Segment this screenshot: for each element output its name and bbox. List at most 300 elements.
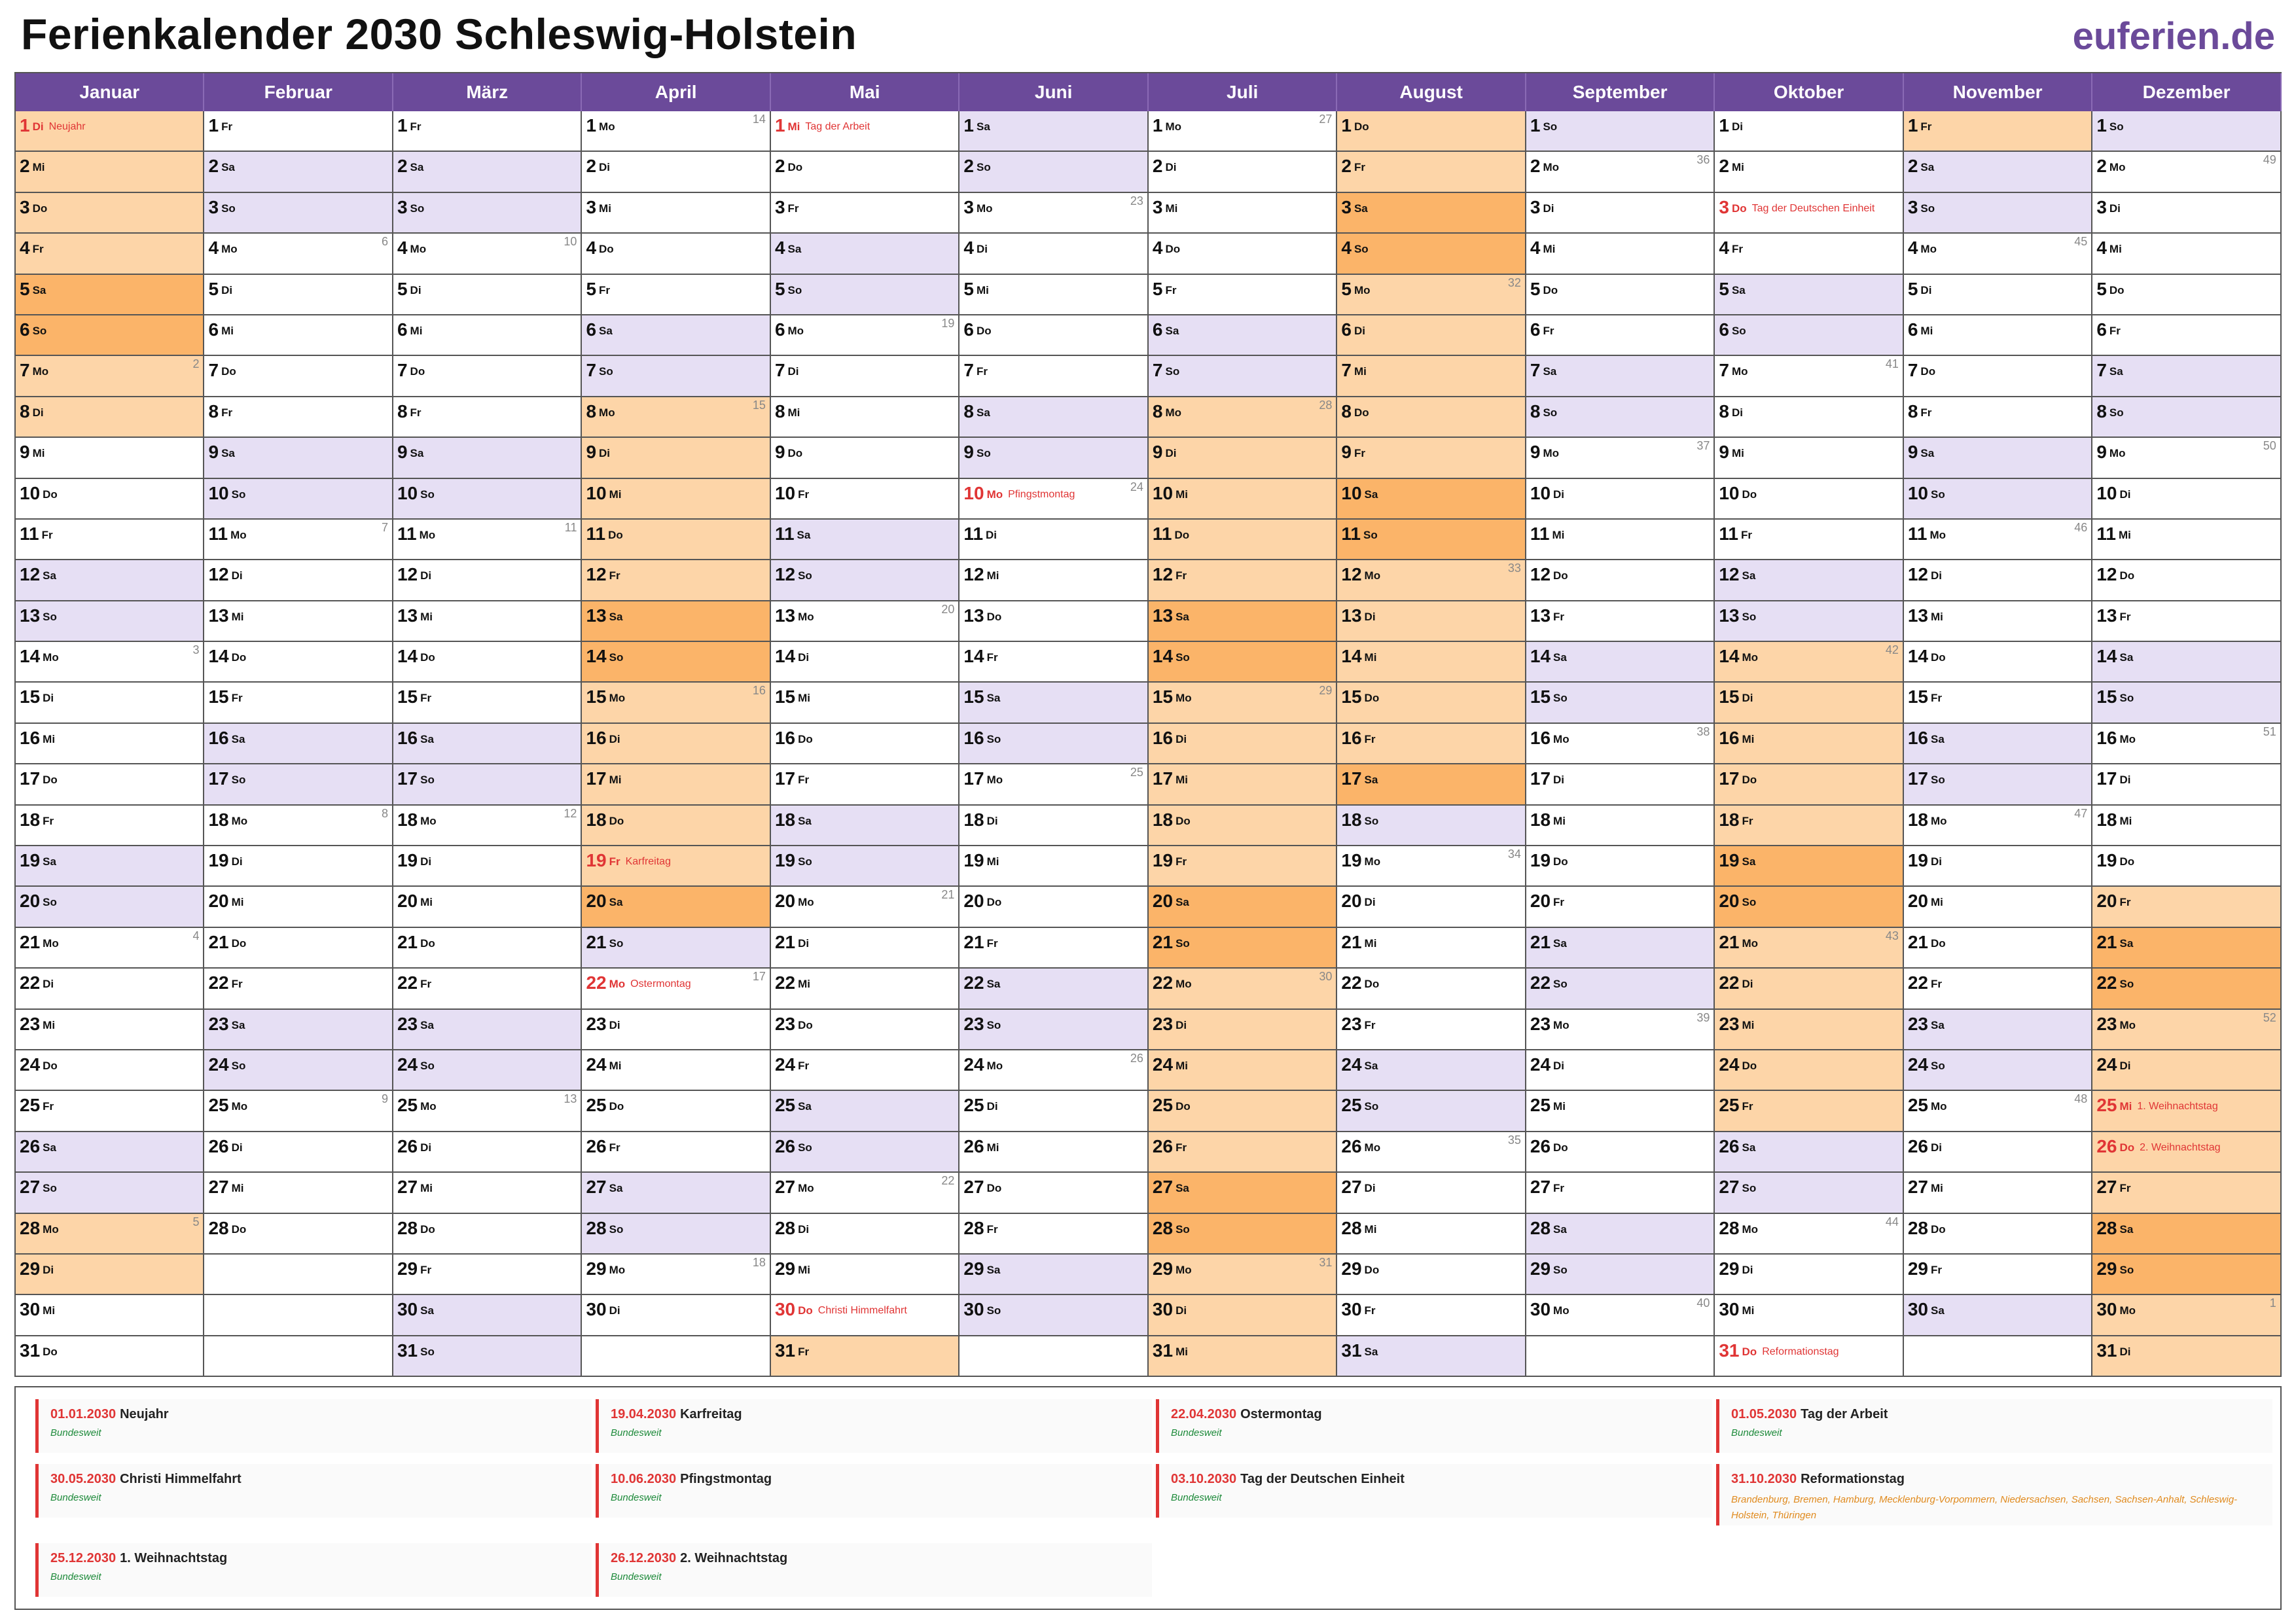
day-cell[interactable] <box>1337 193 1524 234</box>
day-cell[interactable] <box>1526 193 1713 234</box>
day-cell[interactable] <box>204 683 391 723</box>
day-cell[interactable] <box>1337 928 1524 969</box>
day-cell[interactable] <box>1904 152 2091 192</box>
day-cell[interactable] <box>393 1050 581 1091</box>
day-cell[interactable] <box>771 315 958 356</box>
day-cell[interactable] <box>16 1295 203 1336</box>
day-cell[interactable] <box>16 724 203 764</box>
day-cell[interactable] <box>1337 601 1524 642</box>
day-cell[interactable] <box>960 806 1147 846</box>
day-cell[interactable] <box>1904 887 2091 927</box>
day-cell[interactable] <box>204 1214 391 1255</box>
day-cell[interactable] <box>16 846 203 887</box>
day-cell[interactable] <box>1149 111 1336 152</box>
day-cell[interactable] <box>1337 438 1524 478</box>
day-cell[interactable] <box>393 479 581 520</box>
day-cell[interactable] <box>1904 1173 2091 1213</box>
day-cell[interactable] <box>16 560 203 601</box>
day-cell[interactable] <box>1337 1050 1524 1091</box>
day-cell[interactable] <box>393 111 581 152</box>
day-cell[interactable] <box>393 397 581 438</box>
day-cell[interactable] <box>1526 764 1713 805</box>
day-cell[interactable] <box>16 1010 203 1050</box>
day-cell[interactable] <box>2092 397 2280 438</box>
day-cell[interactable] <box>204 969 391 1009</box>
holiday-day-cell[interactable] <box>582 846 769 887</box>
day-cell[interactable] <box>960 111 1147 152</box>
day-cell[interactable] <box>582 1132 769 1173</box>
day-cell[interactable] <box>393 642 581 683</box>
day-cell[interactable] <box>204 397 391 438</box>
day-cell[interactable] <box>204 846 391 887</box>
day-cell[interactable] <box>1337 1255 1524 1295</box>
day-cell[interactable] <box>582 111 769 152</box>
day-cell[interactable] <box>1149 356 1336 397</box>
day-cell[interactable] <box>960 1010 1147 1050</box>
holiday-day-cell[interactable] <box>16 111 203 152</box>
day-cell[interactable] <box>771 1214 958 1255</box>
day-cell[interactable] <box>1526 356 1713 397</box>
day-cell[interactable] <box>393 724 581 764</box>
day-cell[interactable] <box>1904 1132 2091 1173</box>
day-cell[interactable] <box>1526 1214 1713 1255</box>
day-cell[interactable] <box>2092 1255 2280 1295</box>
day-cell[interactable] <box>393 560 581 601</box>
day-cell[interactable] <box>2092 1173 2280 1213</box>
holiday-day-cell[interactable] <box>1715 193 1902 234</box>
day-cell[interactable] <box>2092 560 2280 601</box>
day-cell[interactable] <box>16 969 203 1009</box>
day-cell[interactable] <box>1149 193 1336 234</box>
day-cell[interactable] <box>1904 1295 2091 1336</box>
day-cell[interactable] <box>2092 111 2280 152</box>
day-cell[interactable] <box>16 806 203 846</box>
day-cell[interactable] <box>1526 887 1713 927</box>
day-cell[interactable] <box>1715 764 1902 805</box>
day-cell[interactable] <box>582 479 769 520</box>
day-cell[interactable] <box>204 601 391 642</box>
day-cell[interactable] <box>2092 764 2280 805</box>
day-cell[interactable] <box>16 928 203 969</box>
day-cell[interactable] <box>1149 397 1336 438</box>
day-cell[interactable] <box>16 193 203 234</box>
day-cell[interactable] <box>582 887 769 927</box>
day-cell[interactable] <box>1337 275 1524 315</box>
day-cell[interactable] <box>204 193 391 234</box>
day-cell[interactable] <box>582 397 769 438</box>
day-cell[interactable] <box>2092 1050 2280 1091</box>
day-cell[interactable] <box>1526 1132 1713 1173</box>
day-cell[interactable] <box>393 764 581 805</box>
day-cell[interactable] <box>1526 1010 1713 1050</box>
day-cell[interactable] <box>1715 438 1902 478</box>
day-cell[interactable] <box>1337 764 1524 805</box>
day-cell[interactable] <box>1149 1336 1336 1377</box>
day-cell[interactable] <box>771 193 958 234</box>
day-cell[interactable] <box>960 1255 1147 1295</box>
day-cell[interactable] <box>393 1255 581 1295</box>
day-cell[interactable] <box>960 683 1147 723</box>
day-cell[interactable] <box>1715 642 1902 683</box>
day-cell[interactable] <box>960 234 1147 274</box>
day-cell[interactable] <box>393 683 581 723</box>
day-cell[interactable] <box>1149 642 1336 683</box>
day-cell[interactable] <box>1149 275 1336 315</box>
day-cell[interactable] <box>1337 356 1524 397</box>
day-cell[interactable] <box>1715 1132 1902 1173</box>
day-cell[interactable] <box>1904 234 2091 274</box>
holiday-day-cell[interactable] <box>2092 1091 2280 1132</box>
day-cell[interactable] <box>1337 1091 1524 1132</box>
day-cell[interactable] <box>1526 438 1713 478</box>
day-cell[interactable] <box>204 438 391 478</box>
day-cell[interactable] <box>1904 806 2091 846</box>
day-cell[interactable] <box>1149 520 1336 560</box>
day-cell[interactable] <box>1149 764 1336 805</box>
day-cell[interactable] <box>771 601 958 642</box>
day-cell[interactable] <box>2092 356 2280 397</box>
day-cell[interactable] <box>16 601 203 642</box>
day-cell[interactable] <box>393 438 581 478</box>
day-cell[interactable] <box>1149 1132 1336 1173</box>
day-cell[interactable] <box>2092 806 2280 846</box>
day-cell[interactable] <box>582 1173 769 1213</box>
day-cell[interactable] <box>16 1214 203 1255</box>
day-cell[interactable] <box>582 683 769 723</box>
day-cell[interactable] <box>2092 1295 2280 1336</box>
day-cell[interactable] <box>1715 846 1902 887</box>
day-cell[interactable] <box>771 356 958 397</box>
day-cell[interactable] <box>771 642 958 683</box>
day-cell[interactable] <box>1715 275 1902 315</box>
day-cell[interactable] <box>1149 1255 1336 1295</box>
day-cell[interactable] <box>771 397 958 438</box>
day-cell[interactable] <box>771 1132 958 1173</box>
day-cell[interactable] <box>1715 560 1902 601</box>
day-cell[interactable] <box>771 928 958 969</box>
day-cell[interactable] <box>960 560 1147 601</box>
day-cell[interactable] <box>1904 846 2091 887</box>
day-cell[interactable] <box>2092 1214 2280 1255</box>
day-cell[interactable] <box>16 1173 203 1213</box>
day-cell[interactable] <box>393 969 581 1009</box>
day-cell[interactable] <box>1526 601 1713 642</box>
day-cell[interactable] <box>1904 724 2091 764</box>
day-cell[interactable] <box>204 806 391 846</box>
day-cell[interactable] <box>771 520 958 560</box>
day-cell[interactable] <box>1149 438 1336 478</box>
day-cell[interactable] <box>393 1173 581 1213</box>
day-cell[interactable] <box>1526 806 1713 846</box>
day-cell[interactable] <box>1526 315 1713 356</box>
day-cell[interactable] <box>1715 520 1902 560</box>
day-cell[interactable] <box>204 356 391 397</box>
day-cell[interactable] <box>1526 1050 1713 1091</box>
day-cell[interactable] <box>393 1091 581 1132</box>
day-cell[interactable] <box>2092 152 2280 192</box>
day-cell[interactable] <box>1337 1214 1524 1255</box>
day-cell[interactable] <box>1715 806 1902 846</box>
day-cell[interactable] <box>1715 969 1902 1009</box>
day-cell[interactable] <box>1337 1295 1524 1336</box>
day-cell[interactable] <box>771 1173 958 1213</box>
day-cell[interactable] <box>393 806 581 846</box>
day-cell[interactable] <box>582 642 769 683</box>
day-cell[interactable] <box>1337 1010 1524 1050</box>
day-cell[interactable] <box>1715 1214 1902 1255</box>
day-cell[interactable] <box>1149 969 1336 1009</box>
day-cell[interactable] <box>1715 397 1902 438</box>
day-cell[interactable] <box>960 764 1147 805</box>
day-cell[interactable] <box>960 969 1147 1009</box>
day-cell[interactable] <box>1715 1295 1902 1336</box>
day-cell[interactable] <box>960 193 1147 234</box>
day-cell[interactable] <box>1526 969 1713 1009</box>
day-cell[interactable] <box>582 764 769 805</box>
day-cell[interactable] <box>1149 1091 1336 1132</box>
day-cell[interactable] <box>16 887 203 927</box>
day-cell[interactable] <box>771 724 958 764</box>
day-cell[interactable] <box>771 1050 958 1091</box>
day-cell[interactable] <box>771 1255 958 1295</box>
day-cell[interactable] <box>960 315 1147 356</box>
day-cell[interactable] <box>393 1010 581 1050</box>
day-cell[interactable] <box>771 683 958 723</box>
day-cell[interactable] <box>204 724 391 764</box>
day-cell[interactable] <box>393 1214 581 1255</box>
day-cell[interactable] <box>960 356 1147 397</box>
day-cell[interactable] <box>582 193 769 234</box>
day-cell[interactable] <box>582 315 769 356</box>
day-cell[interactable] <box>771 1010 958 1050</box>
day-cell[interactable] <box>1149 152 1336 192</box>
day-cell[interactable] <box>393 193 581 234</box>
day-cell[interactable] <box>1526 1255 1713 1295</box>
day-cell[interactable] <box>1904 193 2091 234</box>
day-cell[interactable] <box>771 438 958 478</box>
day-cell[interactable] <box>16 234 203 274</box>
holiday-day-cell[interactable] <box>960 479 1147 520</box>
day-cell[interactable] <box>1904 560 2091 601</box>
day-cell[interactable] <box>1149 560 1336 601</box>
day-cell[interactable] <box>960 642 1147 683</box>
day-cell[interactable] <box>1715 1255 1902 1295</box>
day-cell[interactable] <box>771 152 958 192</box>
day-cell[interactable] <box>1149 683 1336 723</box>
day-cell[interactable] <box>393 315 581 356</box>
holiday-day-cell[interactable] <box>1715 1336 1902 1377</box>
day-cell[interactable] <box>1337 111 1524 152</box>
day-cell[interactable] <box>1526 520 1713 560</box>
day-cell[interactable] <box>1526 928 1713 969</box>
day-cell[interactable] <box>582 275 769 315</box>
day-cell[interactable] <box>771 887 958 927</box>
day-cell[interactable] <box>2092 846 2280 887</box>
day-cell[interactable] <box>1526 152 1713 192</box>
day-cell[interactable] <box>393 846 581 887</box>
day-cell[interactable] <box>960 397 1147 438</box>
day-cell[interactable] <box>582 928 769 969</box>
day-cell[interactable] <box>960 1050 1147 1091</box>
day-cell[interactable] <box>1904 969 2091 1009</box>
day-cell[interactable] <box>1904 1091 2091 1132</box>
day-cell[interactable] <box>960 724 1147 764</box>
holiday-day-cell[interactable] <box>771 1295 958 1336</box>
day-cell[interactable] <box>16 1336 203 1377</box>
day-cell[interactable] <box>1149 1050 1336 1091</box>
day-cell[interactable] <box>204 111 391 152</box>
day-cell[interactable] <box>582 1010 769 1050</box>
day-cell[interactable] <box>1904 928 2091 969</box>
day-cell[interactable] <box>1149 1214 1336 1255</box>
day-cell[interactable] <box>1526 275 1713 315</box>
day-cell[interactable] <box>1149 846 1336 887</box>
day-cell[interactable] <box>771 1091 958 1132</box>
day-cell[interactable] <box>204 560 391 601</box>
day-cell[interactable] <box>393 928 581 969</box>
day-cell[interactable] <box>393 520 581 560</box>
day-cell[interactable] <box>771 806 958 846</box>
day-cell[interactable] <box>582 1091 769 1132</box>
day-cell[interactable] <box>393 1132 581 1173</box>
day-cell[interactable] <box>1715 928 1902 969</box>
day-cell[interactable] <box>204 234 391 274</box>
day-cell[interactable] <box>771 479 958 520</box>
day-cell[interactable] <box>1715 315 1902 356</box>
day-cell[interactable] <box>2092 1336 2280 1377</box>
day-cell[interactable] <box>2092 438 2280 478</box>
day-cell[interactable] <box>1715 1010 1902 1050</box>
day-cell[interactable] <box>1337 234 1524 274</box>
day-cell[interactable] <box>771 969 958 1009</box>
day-cell[interactable] <box>1337 1132 1524 1173</box>
day-cell[interactable] <box>960 887 1147 927</box>
day-cell[interactable] <box>2092 1010 2280 1050</box>
day-cell[interactable] <box>16 764 203 805</box>
day-cell[interactable] <box>1337 560 1524 601</box>
day-cell[interactable] <box>16 642 203 683</box>
day-cell[interactable] <box>1526 111 1713 152</box>
day-cell[interactable] <box>1715 1173 1902 1213</box>
day-cell[interactable] <box>582 724 769 764</box>
day-cell[interactable] <box>204 479 391 520</box>
day-cell[interactable] <box>2092 642 2280 683</box>
day-cell[interactable] <box>1715 356 1902 397</box>
day-cell[interactable] <box>1715 1050 1902 1091</box>
day-cell[interactable] <box>1526 234 1713 274</box>
day-cell[interactable] <box>960 1091 1147 1132</box>
day-cell[interactable] <box>1337 479 1524 520</box>
day-cell[interactable] <box>2092 683 2280 723</box>
day-cell[interactable] <box>1149 315 1336 356</box>
day-cell[interactable] <box>582 560 769 601</box>
day-cell[interactable] <box>204 1173 391 1213</box>
day-cell[interactable] <box>16 1091 203 1132</box>
day-cell[interactable] <box>1904 1010 2091 1050</box>
day-cell[interactable] <box>771 234 958 274</box>
day-cell[interactable] <box>16 315 203 356</box>
day-cell[interactable] <box>16 1255 203 1295</box>
day-cell[interactable] <box>1149 806 1336 846</box>
day-cell[interactable] <box>960 846 1147 887</box>
day-cell[interactable] <box>1715 111 1902 152</box>
day-cell[interactable] <box>2092 234 2280 274</box>
day-cell[interactable] <box>1715 724 1902 764</box>
day-cell[interactable] <box>582 234 769 274</box>
day-cell[interactable] <box>960 438 1147 478</box>
day-cell[interactable] <box>582 1295 769 1336</box>
day-cell[interactable] <box>393 152 581 192</box>
day-cell[interactable] <box>204 928 391 969</box>
day-cell[interactable] <box>1149 479 1336 520</box>
day-cell[interactable] <box>2092 969 2280 1009</box>
day-cell[interactable] <box>204 642 391 683</box>
day-cell[interactable] <box>204 520 391 560</box>
day-cell[interactable] <box>16 152 203 192</box>
day-cell[interactable] <box>393 275 581 315</box>
day-cell[interactable] <box>1904 356 2091 397</box>
day-cell[interactable] <box>582 1050 769 1091</box>
day-cell[interactable] <box>1337 1173 1524 1213</box>
day-cell[interactable] <box>1337 887 1524 927</box>
day-cell[interactable] <box>2092 724 2280 764</box>
day-cell[interactable] <box>1149 724 1336 764</box>
day-cell[interactable] <box>1337 806 1524 846</box>
day-cell[interactable] <box>582 1255 769 1295</box>
day-cell[interactable] <box>1337 397 1524 438</box>
day-cell[interactable] <box>2092 193 2280 234</box>
day-cell[interactable] <box>16 397 203 438</box>
day-cell[interactable] <box>1715 234 1902 274</box>
day-cell[interactable] <box>1904 315 2091 356</box>
day-cell[interactable] <box>1337 846 1524 887</box>
day-cell[interactable] <box>1526 846 1713 887</box>
day-cell[interactable] <box>960 928 1147 969</box>
day-cell[interactable] <box>1526 397 1713 438</box>
day-cell[interactable] <box>960 601 1147 642</box>
day-cell[interactable] <box>1149 1295 1336 1336</box>
day-cell[interactable] <box>204 1010 391 1050</box>
day-cell[interactable] <box>1149 234 1336 274</box>
day-cell[interactable] <box>16 479 203 520</box>
day-cell[interactable] <box>2092 520 2280 560</box>
day-cell[interactable] <box>393 1295 581 1336</box>
day-cell[interactable] <box>1904 520 2091 560</box>
day-cell[interactable] <box>204 152 391 192</box>
day-cell[interactable] <box>204 1050 391 1091</box>
day-cell[interactable] <box>1715 601 1902 642</box>
day-cell[interactable] <box>1526 479 1713 520</box>
day-cell[interactable] <box>1337 1336 1524 1377</box>
day-cell[interactable] <box>771 764 958 805</box>
day-cell[interactable] <box>2092 928 2280 969</box>
day-cell[interactable] <box>2092 479 2280 520</box>
day-cell[interactable] <box>582 1214 769 1255</box>
day-cell[interactable] <box>16 275 203 315</box>
day-cell[interactable] <box>204 764 391 805</box>
day-cell[interactable] <box>1337 969 1524 1009</box>
day-cell[interactable] <box>204 887 391 927</box>
day-cell[interactable] <box>16 1050 203 1091</box>
day-cell[interactable] <box>1904 683 2091 723</box>
day-cell[interactable] <box>1904 479 2091 520</box>
day-cell[interactable] <box>582 806 769 846</box>
day-cell[interactable] <box>582 601 769 642</box>
day-cell[interactable] <box>1526 724 1713 764</box>
day-cell[interactable] <box>16 356 203 397</box>
day-cell[interactable] <box>1904 764 2091 805</box>
day-cell[interactable] <box>1715 479 1902 520</box>
